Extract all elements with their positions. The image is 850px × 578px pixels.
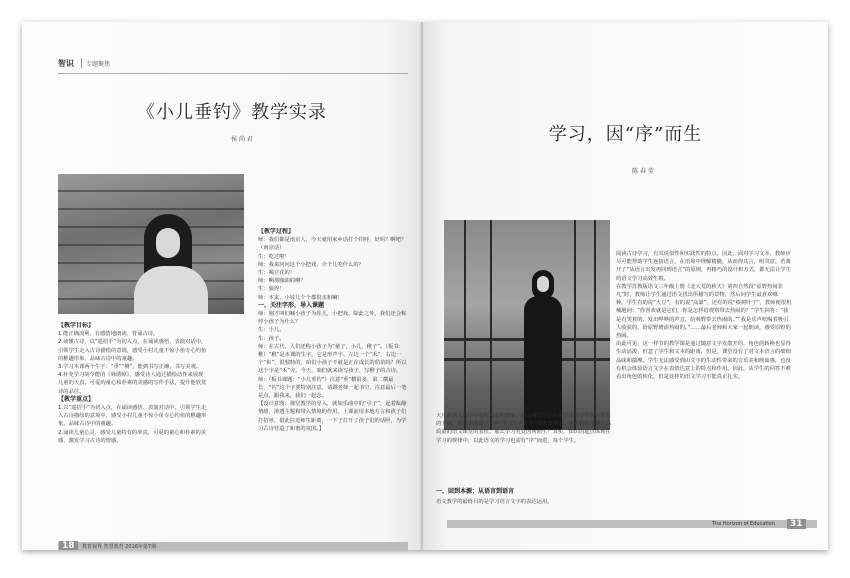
left-article-title: 《小儿垂钓》教学实录 (137, 102, 327, 123)
teacher-photo-left (58, 174, 244, 314)
right-column-1: 阅读古诗学习，有其说似性和实践性的特点。因此，面对学习文本，教师应尽可能帮助学生连接语言，在语境中理解精髓，从而得其言，明其意。若离开了“从语言出发再回到语言”的原则，再精巧的设计和方式，都无法让学生的语文学习高效生根。 在教学苏教版语文三年级上册《北大荒的秋天》第四自然段“原野热闹非凡”时，教师让学生通过语文找出所描写的景物，然后问学生最喜欢哪一种，学生有的说“大豆”，有的说“高粱”，还有的说“榛树叶子”，教师便很机械地问：“你喜欢就是它们，你是怎样给观察带去热闹的？”学生回答：“我是有笑着的，发出哗哗的声音，给观野带去热闹的。”“我是乐声吆喝着吸引人收获的，给原野增添热闹的。”……最后老师和大家一起朗读，感受原野的热闹。 由此可见，这一样节的教学课是通过随意文字发散开的，角色的转换也显得生动活泼，但忽了学生和文本的距离，但是，课堂没有了对文本语言的细细品味和揣摩。学生无法感受到由文字的生动性带来的音乐美和画面感，也没有机会体验语言文字在表情达意上的特点和作用。因此，从学生的回答不难看出角色的转化，但是这样的语文学习不能真正扎实。 (616, 251, 792, 381)
right-article-title: 学习，因“序”而生 (548, 124, 703, 145)
header-column: 专题聚焦 (86, 61, 111, 68)
header-divider (81, 58, 82, 68)
right-page-number: 31 (787, 519, 806, 529)
left-footer-text: 教育视界 智慧教育 2016年第7期 (82, 544, 157, 550)
right-article-author: 陈 春 莹 (632, 168, 654, 175)
teacher-photo-right (444, 220, 610, 430)
right-column-2: 语文教学的最终目的是学习语言文字的表达运用。 (436, 499, 553, 505)
left-page (22, 22, 423, 550)
teaching-focus-heading: 【教学重点】 (58, 395, 95, 403)
teaching-goals-text: 1.能正确流利、有感情地朗读、背诵古诗。 2.读懂古诗，以“遥招手”为切入点，在诵读感悟、表演对话中，引领学生走入古诗描绘的意境，感受小村儿童不惊小鱼专心钓鱼的稚趣形象，品味古诗中的童趣。 3.学习本课两个生字：“垂”“侧”，能到书写正确，书写美观。 4.补充学习胡令能的《咏绣障》，感受诗人通过描绘动作来展现儿童的天真，可爱的童心和朴素的美感的写作手法，提升他欣赏诗的品位。 (58, 331, 207, 395)
header-brand: 智识 (58, 59, 74, 68)
left-column-2 (258, 228, 408, 524)
teaching-process-heading: 【教学过程】 (258, 228, 295, 235)
teaching-focus-text: 1.以“遥招手”为切入点，在诵读感悟、表演对话中，引领学生走入古诗描绘的意境中，感受小村儿童不惊小鱼专心钓鱼的稚趣形象，品味古诗中的童趣。 2.诵读儿童心灵，感受儿童特有的率真，可爱的童心和朴素的美感，激发学习古诗的情感。 (58, 405, 207, 444)
right-caption-text: 大凡在语文教学中有所追求的教师，都会希望自己的课堂成为学生语言生长的土壤。那就需要建立一种“学习正在发生”的本真课堂，这也恰恰是教有高质量的语文课堂的表征。那么学习究竟因何而生？其实，知识的起点体现在学习的规律中，以此语文的学习也需有“序”而进，每个学生。 (436, 413, 611, 444)
left-column-1 (58, 322, 208, 522)
magazine-spread (22, 22, 828, 550)
right-section-heading: 一、回到本源：从语言到语言 (436, 488, 515, 495)
right-footer-text: The Horizon of Education (712, 521, 775, 527)
left-article-author: 侯 尚 君 (231, 136, 253, 143)
teaching-process-text: 师：我们都是南京人，今天就用家乡话打个招呼，好吗？啊吧？（南京话） 生：吃过啦！ 师：我来问问这个小把戏，介个儿吃什么的？ 生：喝豆花的！ 师：啊那咖油的啊？ 生：狼得！ 师：本来，小娃儿个个都很亲和嘛！ (258, 237, 407, 301)
header-rule (58, 73, 408, 74)
left-page-number: 18 (59, 541, 78, 550)
section-one-heading: 一、关注字形，导入课题 (258, 301, 325, 309)
section-one-text: 师：刚才叫们喊小孩子为娃儿，小把戏，除此之外，我们还会称呼小孩子为什么？ 生：小儿。 生：孩子。 师：在古代，人们还称小孩子为“童子，小儿，稚子”。（板书：稚）“稚”是本课的生字，它是形声字。左边一个“禾”，右边一个“隹”，很独特的，咱们小孩子不就是正在成长的幼苗吗？所以这个字是“禾”旁。今天，咱们就来读写孩子，写稚子的古诗。 师：（板书课题：“小儿垂钓”）注意“垂”横很多，第二横最长，“钓”这个字要特别注意，请跟老师一起书空，注意最后一笔是点，跟我来，我们一起念。 【设计意图：课堂教学的导入，就如乐曲中的“引子”，起着酝酿情绪，渗透主题和带入情境的作用。上课前用本地方言和孩子们打招呼，借此拉近师生距离，一下子打开了孩子们的话匣，为学习古诗营造了和谐的氛围。】 (258, 311, 407, 432)
teaching-goals-heading: 【教学目标】 (58, 322, 95, 329)
